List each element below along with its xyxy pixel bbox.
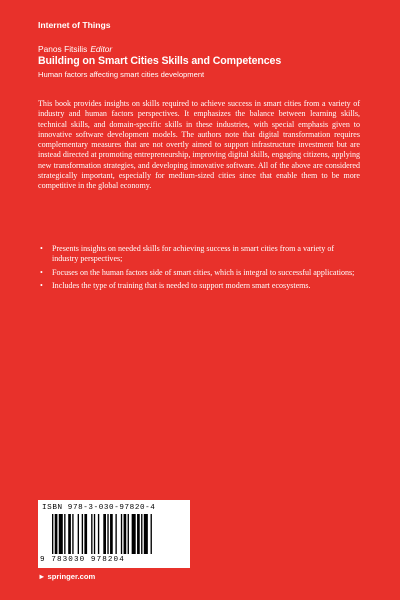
barcode-bar — [98, 514, 99, 554]
barcode-bar — [78, 514, 79, 554]
barcode-bar — [151, 514, 152, 554]
barcode-icon — [52, 514, 182, 554]
barcode-bar — [124, 514, 127, 554]
barcode-bar — [132, 514, 136, 554]
bullet-icon: • — [40, 267, 43, 277]
feature-text: Includes the type of training that is needed to support modern smart ecosystems. — [52, 280, 311, 290]
barcode-bar — [55, 514, 58, 554]
bullet-icon: • — [40, 280, 43, 290]
book-subtitle: Human factors affecting smart cities development — [38, 70, 205, 79]
barcode-bar — [103, 514, 106, 554]
barcode-bar — [68, 514, 71, 554]
barcode-digits: 9 783030 978204 — [40, 556, 125, 564]
bullet-icon: • — [40, 244, 43, 253]
barcode-bar — [64, 514, 65, 554]
barcode-bar — [107, 514, 108, 554]
barcode-bar — [141, 514, 142, 554]
barcode-bar — [121, 514, 122, 554]
barcode-bar — [84, 514, 87, 554]
isbn-label: ISBN 978-3-030-97820-4 — [42, 504, 156, 512]
feature-item — [38, 268, 360, 278]
book-title: Building on Smart Cities Skills and Competences — [38, 55, 282, 67]
barcode-bar — [94, 514, 95, 554]
description-paragraph: This book provides insights on skills required to achieve success in smart cities from a variety of industry and human factors perspectives. It emphasizes the balance between learning skills, technical skills, and domain-specific skills in these industries, with special emphasis given to innovative software development models. The authors note that digital transformation requires complementary measures that are not overtly aimed to support infrastructure investment but are instead directed at promoting entrepreneurship, improving digital skills, engaging citizens, applying new transformation strategies, and developing innovative software. All of the above are considered strategically important, especially for medium-sized cities since that enable them to be more competitive in the global economy. — [38, 99, 360, 191]
feature-text: Focuses on the human factors side of smart cities, which is integral to successful applications; — [52, 267, 355, 277]
editor-role: Editor — [90, 44, 113, 54]
barcode-bar — [91, 514, 92, 554]
editor-line — [38, 44, 112, 54]
barcode-bar — [137, 514, 140, 554]
feature-item — [38, 281, 360, 291]
barcode-bar — [110, 514, 113, 554]
barcode-bar — [72, 514, 73, 554]
barcode-bar — [144, 514, 148, 554]
barcode-panel — [38, 500, 190, 568]
feature-list — [38, 244, 360, 294]
feature-item — [38, 244, 360, 265]
feature-text: Presents insights on needed skills for achieving success in smart cities from a variety of industry perspectives; — [52, 244, 335, 264]
barcode-bar — [115, 514, 116, 554]
barcode-bar — [59, 514, 63, 554]
website-text: springer.com — [47, 572, 96, 581]
barcode-bar — [82, 514, 83, 554]
publisher-website[interactable] — [38, 572, 95, 581]
barcode-bar — [52, 514, 53, 554]
series-name: Internet of Things — [38, 20, 111, 30]
editor-name: Panos Fitsilis — [38, 44, 88, 54]
barcode-bar — [128, 514, 129, 554]
arrow-right-icon: ► — [38, 572, 46, 581]
